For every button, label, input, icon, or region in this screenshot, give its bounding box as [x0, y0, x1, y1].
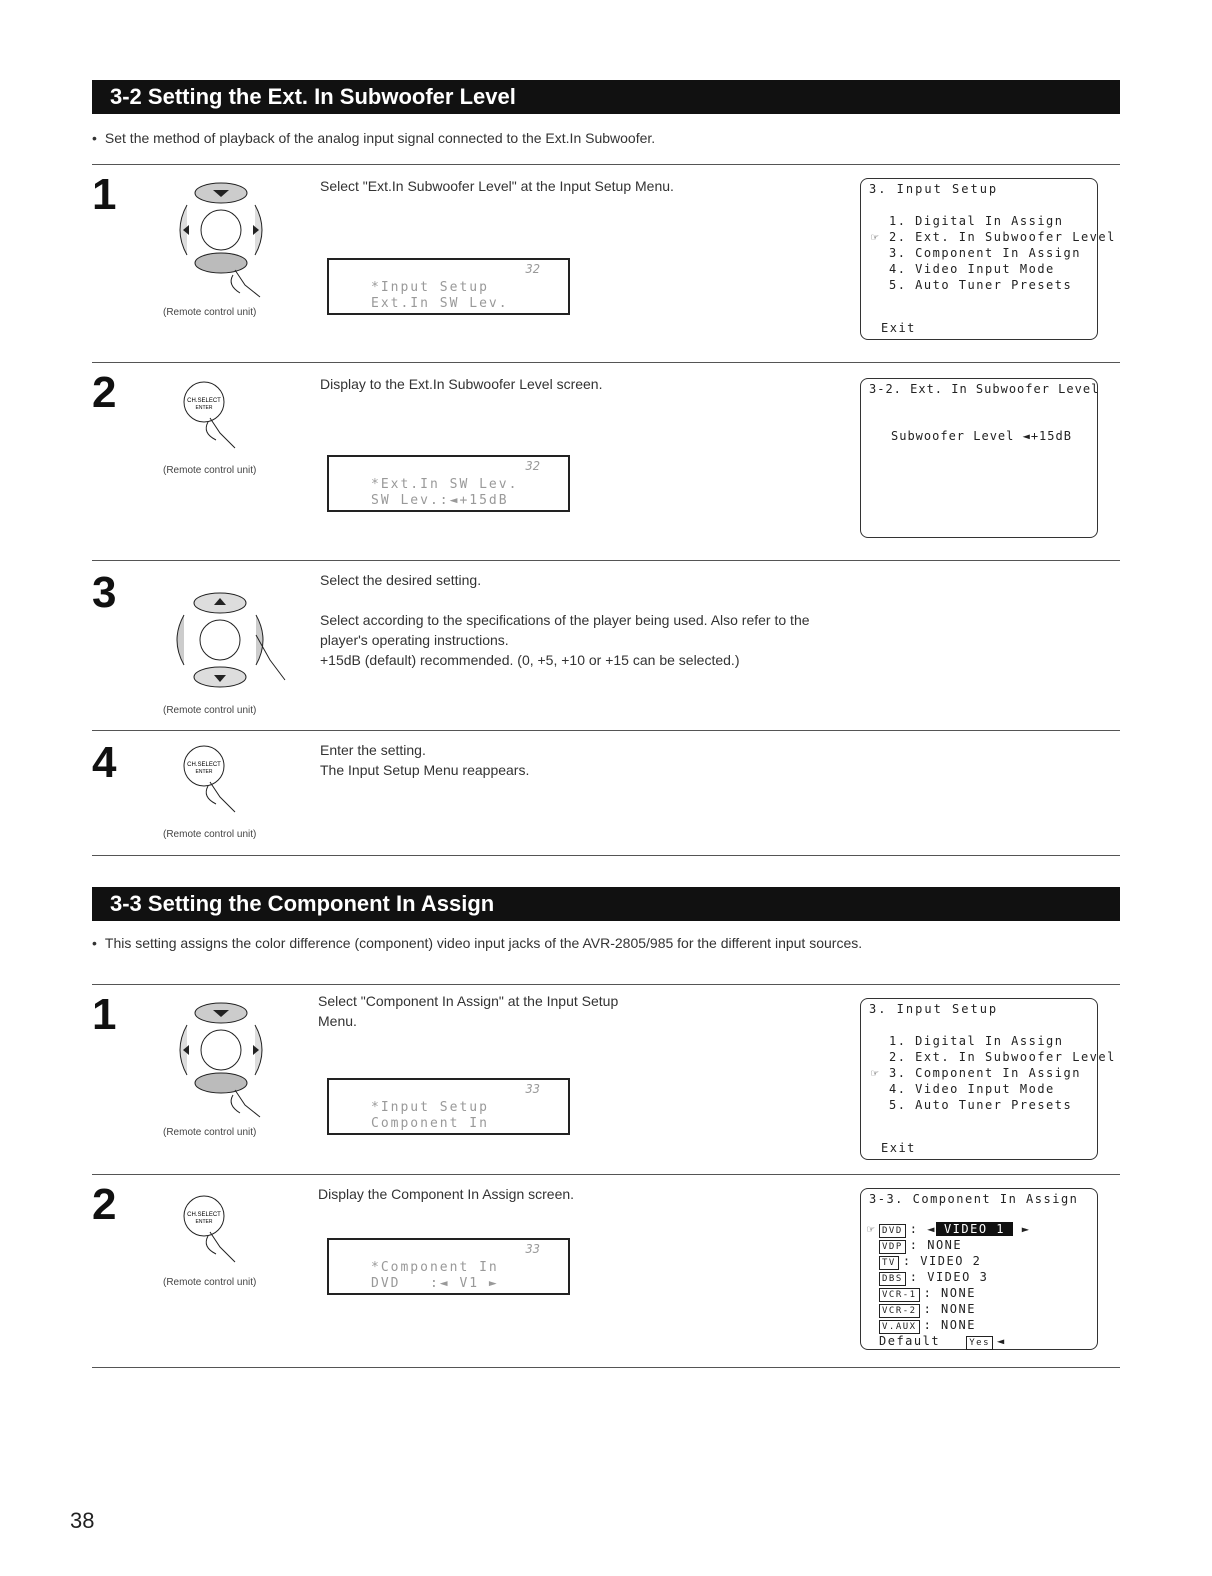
svg-text:ENTER: ENTER	[195, 1219, 213, 1225]
osd-item: 1. Digital In Assign	[889, 214, 1064, 228]
osd-item: 3. Component In Assign	[889, 246, 1081, 260]
svg-text:CH.SELECT: CH.SELECT	[187, 762, 221, 768]
step-caption: (Remote control unit)	[163, 307, 257, 318]
step-description: Select the desired setting. Select according to the specifications of the player being used. Also refer to the player's operating instructions. +15dB (default) recommended. (0, +5, +10 or +15 can be selected.)	[320, 572, 810, 668]
lcd-line1: *Ext.In SW Lev.	[371, 477, 519, 492]
lcd-display	[327, 258, 570, 315]
osd-input-setup-menu	[860, 998, 1116, 1160]
lcd-display	[327, 455, 570, 512]
page-number: 38	[70, 1508, 95, 1533]
lcd-line2: Component In	[371, 1116, 489, 1131]
divider	[92, 1174, 1120, 1175]
enter-button-icon	[180, 378, 260, 458]
lcd-line2: DVD :◄ V1 ►	[371, 1276, 499, 1291]
step-description: Enter the setting. The Input Setup Menu reappears.	[320, 742, 530, 778]
osd-exit: Exit	[881, 321, 916, 335]
step-caption: (Remote control unit)	[163, 465, 257, 476]
osd-title: 3-2. Ext. In Subwoofer Level	[869, 382, 1100, 396]
remote-cursor-icon	[165, 995, 275, 1120]
lcd-line1: *Input Setup	[371, 1100, 489, 1115]
svg-text:CH.SELECT: CH.SELECT	[187, 1212, 221, 1218]
section-intro: • This setting assigns the color difference (component) video input jacks of the AVR-2805/985 for the different input sources.	[92, 935, 862, 951]
osd-item: 4. Video Input Mode	[889, 262, 1055, 276]
step-caption: (Remote control unit)	[163, 829, 257, 840]
step-description: Display to the Ext.In Subwoofer Level screen.	[320, 376, 603, 392]
osd-item: 2. Ext. In Subwoofer Level	[889, 1050, 1116, 1064]
osd-item: 4. Video Input Mode	[889, 1082, 1055, 1096]
lcd-number: 33	[525, 1242, 540, 1256]
remote-cursor-icon	[165, 175, 275, 300]
lcd-line2: Ext.In SW Lev.	[371, 296, 509, 311]
section-title-3-3: 3-3 Setting the Component In Assign	[92, 887, 1120, 921]
svg-text:CH.SELECT: CH.SELECT	[187, 398, 221, 404]
lcd-line1: *Component In	[371, 1260, 499, 1275]
step-description: Display the Component In Assign screen.	[318, 1186, 575, 1202]
divider	[92, 560, 1120, 561]
section-title-3-2: 3-2 Setting the Ext. In Subwoofer Level	[92, 80, 1120, 114]
step-caption: (Remote control unit)	[163, 1127, 257, 1138]
divider	[92, 855, 1120, 856]
divider	[92, 164, 1120, 165]
lcd-line2: SW Lev.:◄+15dB	[371, 493, 509, 508]
osd-item: 5. Auto Tuner Presets	[889, 1098, 1073, 1112]
pointer-icon: ☞	[871, 1066, 880, 1080]
osd-title: 3. Input Setup	[869, 182, 999, 196]
step-number: 3	[92, 568, 117, 617]
osd-input-setup-menu	[860, 178, 1116, 340]
step-number: 1	[92, 990, 117, 1039]
osd-item: 2. Ext. In Subwoofer Level	[889, 230, 1116, 244]
step-number: 2	[92, 1180, 117, 1229]
osd-item: 3. Component In Assign	[889, 1066, 1081, 1080]
lcd-number: 32	[525, 262, 540, 276]
lcd-line1: *Input Setup	[371, 280, 489, 295]
lcd-display	[327, 1238, 570, 1295]
divider	[92, 1367, 1120, 1368]
svg-text:ENTER: ENTER	[195, 769, 213, 775]
lcd-display	[327, 1078, 570, 1135]
pointer-icon: ☞	[871, 230, 880, 244]
step-description: Select "Ext.In Subwoofer Level" at the Input Setup Menu.	[320, 178, 674, 194]
osd-component-in-assign: 3-3. Component In Assign ☞ DVD : ◄ VIDEO 1 ► VDP : NONE TV : VIDEO 2 DBS : VIDEO 3 VCR-1 : NONE VCR-2 : NONE V.AUX : NONE Default Yes ◄	[860, 1188, 1098, 1350]
divider	[92, 730, 1120, 731]
step-description: Select "Component In Assign" at the Input Setup Menu.	[318, 993, 619, 1029]
enter-button-icon	[180, 1192, 260, 1272]
section-intro: • Set the method of playback of the analog input signal connected to the Ext.In Subwoofer.	[92, 130, 655, 146]
lcd-number: 33	[525, 1082, 540, 1096]
step-number: 2	[92, 368, 117, 417]
enter-button-icon	[180, 742, 260, 822]
svg-text:ENTER: ENTER	[195, 405, 213, 411]
step-caption: (Remote control unit)	[163, 1277, 257, 1288]
remote-cursor-up-down-icon	[160, 585, 290, 695]
step-number: 4	[92, 738, 117, 787]
step-number: 1	[92, 170, 117, 219]
osd-subwoofer-level	[860, 378, 1098, 538]
lcd-number: 32	[525, 459, 540, 473]
osd-value: Subwoofer Level ◄+15dB	[891, 429, 1072, 443]
osd-item: 5. Auto Tuner Presets	[889, 278, 1073, 292]
step-caption: (Remote control unit)	[163, 705, 257, 716]
osd-exit: Exit	[881, 1141, 916, 1155]
osd-title: 3. Input Setup	[869, 1002, 999, 1016]
osd-item: 1. Digital In Assign	[889, 1034, 1064, 1048]
divider	[92, 362, 1120, 363]
osd-title: 3-3. Component In Assign	[869, 1192, 1079, 1206]
divider	[92, 984, 1120, 985]
